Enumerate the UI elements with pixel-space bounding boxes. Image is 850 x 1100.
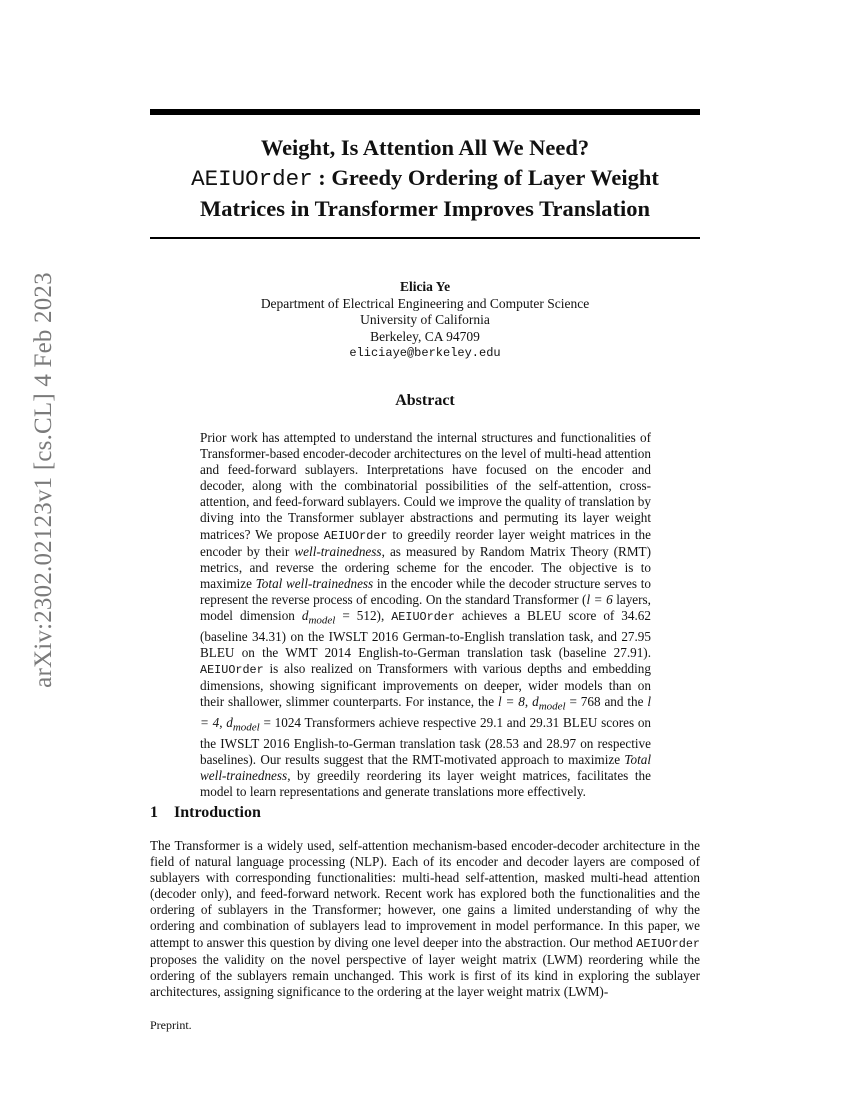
author-university: University of California	[360, 312, 490, 327]
arxiv-identifier-stamp	[24, 272, 64, 688]
abstract-heading: Abstract	[395, 392, 455, 409]
abstract-text: Transformers achieve respective 29.1 and 29.31 BLEU scores on the IWSLT 2016 English-to-German translation task (28.53 and 28.97 on respective baselines). Our results suggest that the RMT-motivated approach to maximize	[200, 714, 652, 767]
introduction-method-name: AEIUOrder	[636, 936, 700, 951]
title-line-1: Weight, Is Attention All We Need?	[260, 135, 590, 160]
abstract-text: ,	[219, 714, 227, 730]
title-top-rule	[150, 109, 700, 115]
title-method-name: AEIUOrder	[191, 166, 313, 192]
abstract-math: d	[532, 694, 539, 710]
title-line-2-rest: : Greedy Ordering of Layer Weight	[312, 165, 659, 190]
introduction-body	[150, 838, 700, 1000]
abstract-text: ),	[376, 608, 392, 624]
abstract-math: l = 4	[200, 694, 652, 730]
abstract-method-name: AEIUOrder	[200, 662, 264, 677]
abstract-math-subscript: model	[232, 721, 260, 734]
abstract-text: and the	[600, 694, 648, 710]
abstract-text: Prior work has attempted to understand the internal structures and functionalities of Transformer-based encoder-decoder architectures on the level of multi-head attention and feed-forward sublayers. Interpretations have focused on the encoder and decoder, along with the combinatorial possibilities of the self-attention, cross-attention, and feed-forward sublayers. Could we improve the quality of translation by diving into the Transformer sublayer abstractions and permuting its layer weight matrices? We propose	[200, 430, 651, 542]
abstract-math: l = 8	[497, 694, 525, 710]
abstract-emphasis: well-trainedness	[294, 543, 382, 559]
abstract-math: = 1024	[259, 714, 302, 730]
abstract-text: is also realized on Transformers with various depths and embedding dimensions, showing significant improvements on deeper, wider models than on their shallower, slimmer counterparts. For instance, the	[200, 660, 651, 710]
abstract-method-name: AEIUOrder	[391, 610, 455, 625]
arxiv-identifier-text: arXiv:2302.02123v1 [cs.CL] 4 Feb 2023	[30, 272, 58, 688]
section-number: 1	[150, 804, 158, 821]
title-line-2	[150, 163, 700, 194]
abstract-math: d	[226, 714, 233, 730]
abstract-math-subscript: model	[308, 614, 336, 627]
abstract-method-name: AEIUOrder	[323, 528, 388, 543]
author-name: Elicia Ye	[399, 279, 451, 294]
abstract-text: in the encoder while the decoder structure serves to represent the reverse process of encoding. On the standard Transformer (	[200, 575, 652, 607]
author-department: Department of Electrical Engineering and Computer Science	[260, 295, 590, 311]
abstract-math-subscript: model	[538, 700, 566, 713]
paper-title	[150, 133, 700, 224]
abstract-emphasis: Total well-trainedness	[200, 751, 651, 783]
abstract-text: to greedily reorder layer weight matrices in the encoder by their	[200, 526, 651, 559]
author-block	[150, 279, 700, 362]
abstract-text: , as measured by Random Matrix Theory (RMT) metrics, and reverse the ordering scheme for the encoder. The objective is to maximize	[200, 543, 651, 591]
abstract-body	[200, 430, 651, 800]
introduction-text: The Transformer is a widely used, self-attention mechanism-based encoder-decoder architecture in the field of natural language processing (NLP). Each of its encoder and decoder layers are composed of sublayers with corresponding functionalities: multi-head self-attention, masked multi-head attention (decoder only), and feed-forward network. Recent work has explored both the functionalities and the ordering of sublayers in the Transformer; however, one gains a limited understanding of why the ordering and combination of sublayers lead to improvement in model performance. In this paper, we attempt to answer this question by diving one level deeper into the abstraction. Our method	[150, 838, 700, 950]
title-bottom-rule	[150, 237, 700, 239]
title-line-3: Matrices in Transformer Improves Translation	[200, 196, 650, 221]
abstract-text: , by greedily reordering its layer weight matrices, facilitates the model to learn representations and generate translations more effectively.	[200, 767, 651, 799]
abstract-math: l = 6	[586, 591, 613, 607]
author-email: eliciaye@berkeley.edu	[349, 346, 501, 360]
abstract-math: = 768	[565, 694, 601, 710]
abstract-math: = 512	[335, 608, 377, 624]
introduction-heading	[150, 804, 261, 822]
abstract-text: layers, model dimension	[200, 591, 651, 624]
preprint-footer: Preprint.	[150, 1018, 192, 1032]
abstract-text: ,	[524, 694, 533, 710]
introduction-text: proposes the validity on the novel perspective of layer weight matrix (LWM) reordering while the ordering of the sublayers remain unchanged. This work is first of its kind in exploring the sublayer architectures, assigning significance to the ordering at the layer weight matrix (LWM)-	[150, 951, 700, 999]
abstract-emphasis: Total well-trainedness	[255, 575, 374, 591]
abstract-math: d	[301, 608, 309, 624]
abstract-text: achieves a BLEU score of 34.62 (baseline 34.31) on the IWSLT 2016 German-to-English translation task, and 27.95 BLEU on the WMT 2014 English-to-German translation task (baseline 27.91).	[200, 608, 651, 660]
section-title: Introduction	[174, 804, 261, 821]
author-location: Berkeley, CA 94709	[370, 328, 480, 344]
